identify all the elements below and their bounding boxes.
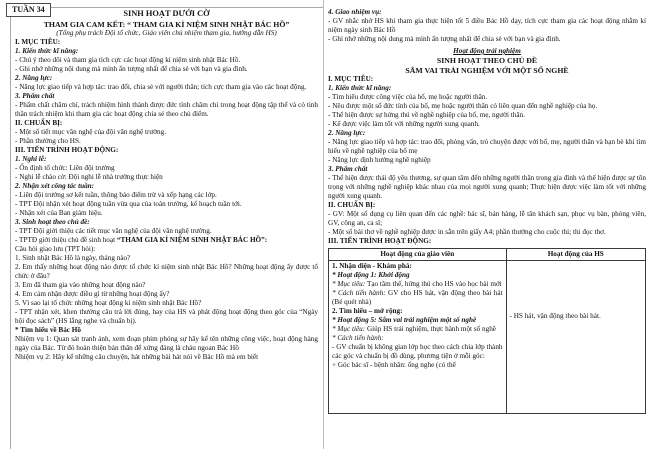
paragraph: - Ổn định tổ chức: Liên đội trưởng [15, 164, 115, 173]
paragraph: - Phần thưởng cho HS. [15, 137, 81, 146]
left-page [15, 9, 318, 362]
paragraph: - Kể được việc làm tốt với những người xung quanh. [328, 120, 480, 129]
paragraph: - Ghi nhớ những nội dung mà mình ấn tượng nhất để chia sẻ với bạn và gia đình. [15, 65, 248, 74]
gv-activities-cell [329, 261, 507, 414]
paragraph: - GV: Một số dụng cụ liên quan đến các nghề: bác sĩ, bán hàng, lễ tân khách sạn, phục vụ bàn, phóng viên, GV, công an, ca sĩ; [328, 210, 646, 228]
paragraph: 3. Phẩm chất [15, 92, 55, 101]
paragraph: Câu hỏi giao lưu (TPT hỏi): [15, 245, 96, 254]
paragraph: - Một số tiết mục văn nghệ của đội văn nghệ trường. [15, 128, 167, 137]
paragraph: Nhiệm vụ 1: Quan sát tranh ảnh, xem đoạn phim phóng sự hãy kể tên những công việc, hoạt động hàng ngày của Bác. Từ đó hoàn thiện bản thân để xứng đáng là cháu ngoan Bác Hồ [15, 335, 318, 353]
paragraph: 2. Nhận xét công tác tuần: [15, 182, 95, 191]
week-label: TUẦN 34 [12, 5, 45, 14]
paragraph: II. CHUẨN BỊ: [15, 119, 63, 128]
table-header-hs: Hoạt động của HS [506, 249, 645, 261]
paragraph: SINH HOẠT THEO CHỦ ĐỀ [436, 56, 538, 65]
paragraph: - TPT Đội nhận xét hoạt động tuần vừa qua của toàn trường, kế hoạch tuần tới. [15, 200, 242, 209]
paragraph: - HS hát, vận động theo bài hát. [509, 312, 601, 321]
paragraph: * Mục tiêu: Tạo tâm thế, hứng thú cho HS vào học bài mới [332, 280, 502, 289]
paragraph: * Tìm hiểu về Bác Hồ [15, 326, 81, 335]
page-border-left [10, 7, 11, 449]
paragraph: SẮM VAI TRẢI NGHIỆM VỚI MỘT SỐ NGHỀ [405, 65, 569, 75]
paragraph: 1. Nghi lễ: [15, 155, 47, 164]
page-border-top [10, 7, 323, 8]
paragraph: (Tổng phụ trách Đội tổ chức, Giáo viên chủ nhiệm tham gia, hướng dẫn HS) [56, 29, 277, 38]
paragraph: III. TIẾN TRÌNH HOẠT ĐỘNG: [15, 146, 119, 155]
table-body-row [329, 261, 646, 414]
paragraph: - TPT Đội giới thiệu các tiết mục văn nghệ của đội văn nghệ trường. [15, 227, 212, 236]
paragraph: 1. Kiến thức kĩ năng: [15, 47, 79, 56]
paragraph: - Thể hiện được sự hứng thú về nghề nghiệp của bố, mẹ, người thân. [328, 111, 525, 120]
paragraph: II. CHUẨN BỊ: [328, 201, 376, 210]
paragraph: - GV chuẩn bị không gian lớp học theo cách chia lớp thành các góc và chuẩn bị đồ dùng, phương tiện ở mỗi góc: [332, 343, 503, 361]
paragraph: 3. Em đã tham gia vào những hoạt động nào? [15, 281, 146, 290]
paragraph: 2. Năng lực: [15, 74, 53, 83]
paragraph: 1. Nhận diện - Khám phá: [332, 262, 412, 271]
activities-table [328, 248, 646, 414]
right-page [328, 8, 646, 414]
paragraph: - TPT nhận xét, khen thưởng câu trả lời đúng, hay của HS và phát động hoạt động theo góc của “Ngày hội đọc sách” (HS lắng nghe và chuẩn bị). [15, 308, 318, 326]
table-header-row [329, 249, 646, 261]
paragraph: - Năng lực giao tiếp và hợp tác: trao đổi, phỏng vấn, trò chuyện được với bố, mẹ, người thân và bạn bè khi tìm hiểu về nghề nghiệp của bố mẹ [328, 138, 646, 156]
paragraph: 3. Sinh hoạt theo chủ đề: [15, 218, 90, 227]
paragraph: * Hoạt động 5: Sắm vai trải nghiệm một số nghề [332, 316, 477, 325]
paragraph: 2. Năng lực: [328, 129, 366, 138]
paragraph: III. TIẾN TRÌNH HOẠT ĐỘNG: [328, 237, 432, 246]
paragraph: - Phẩm chất chăm chỉ, trách nhiệm hình thành được đức tính chăm chỉ trong hoạt động tập thể và có tinh thần trách nhiệm khi tham gia các hoạt động chia sẻ theo chủ điểm. [15, 101, 318, 119]
paragraph: * Cách tiến hành: [332, 334, 384, 343]
week-box [6, 3, 51, 17]
paragraph: 2. Em thấy những hoạt động nào được tổ chức kỉ niệm sinh nhật Bác Hồ? Những hoạt động ấy được tổ chức ở đâu? [15, 263, 318, 281]
paragraph: - Tìm hiểu được công việc của bố, mẹ hoặc người thân. [328, 93, 488, 102]
paragraph: - Nghi lễ chào cờ: Đội nghi lễ nhà trường thực hiện [15, 173, 163, 182]
paragraph: 4. Giao nhiệm vụ: [328, 8, 382, 16]
paragraph: - Nhận xét của Ban giám hiệu. [15, 209, 103, 218]
right-page-text [328, 8, 646, 246]
paragraph: * Mục tiêu: Giúp HS trải nghiệm, thực hành một số nghề [332, 325, 497, 334]
paragraph: I. MỤC TIÊU: [328, 75, 374, 84]
paragraph: 2. Tìm hiểu – mở rộng: [332, 307, 403, 316]
paragraph: * Cách tiến hành: GV cho HS hát, vận động theo bài hát (Bé quét nhà) [332, 289, 503, 307]
paragraph: THAM GIA CAM KẾT: “ THAM GIA KỈ NIỆM SINH NHẬT BÁC HỒ” [43, 19, 290, 29]
paragraph: I. MỤC TIÊU: [15, 38, 61, 47]
paragraph: 4. Em cảm nhận được điều gì từ những hoạt động ấy? [15, 290, 170, 299]
paragraph: * Hoạt động 1: Khởi động [332, 271, 410, 280]
paragraph: - Chú ý theo dõi và tham gia tích cực các hoạt động kỉ niệm sinh nhật Bác Hồ. [15, 56, 241, 65]
paragraph: - Thể hiện được thái độ yêu thương, sự quan tâm đến những người thân trong gia đình và thể hiện được sự tôn trọng với những nghề nghiệp khác nhau của mọi người xung quanh; Thực hiện được việc làm tốt với những người xung quanh. [328, 174, 646, 201]
paragraph: - Nêu được một số đức tính của bố, mẹ hoặc người thân có liên quan đến nghề nghiệp của họ. [328, 102, 598, 111]
paragraph: Hoạt động trải nghiệm [453, 47, 521, 55]
paragraph: - Liên đội trưởng sơ kết tuần, thông báo điểm trừ và xếp hạng các lớp. [15, 191, 217, 200]
paragraph: Nhiệm vụ 2: Hãy kể những câu chuyện, hát những bài hát nói về Bác Hồ mà em biết [15, 353, 259, 362]
paragraph: - Năng lực định hướng nghề nghiệp [328, 156, 431, 165]
paragraph: SINH HOẠT DƯỚI CỜ [123, 9, 210, 18]
paragraph: 1. Sinh nhật Bác Hồ là ngày, tháng nào? [15, 254, 131, 263]
paragraph: 3. Phẩm chất [328, 165, 368, 174]
paragraph: - Ghi nhớ những nội dung mà mình ấn tượng nhất để chia sẻ với bạn và gia đình. [328, 35, 561, 43]
table-header-gv: Hoạt động của giáo viên [329, 249, 507, 261]
hs-activities-cell [506, 261, 645, 414]
paragraph: 1. Kiến thức kĩ năng: [328, 84, 392, 93]
paragraph: + Góc bác sĩ - bệnh nhân: ống nghe (có thể [332, 361, 456, 370]
paragraph: - Một số bài thơ về nghề nghiệp được in sẵn trên giấy A4; phần thưởng cho cuộc thi; thi đọc thơ. [328, 228, 606, 237]
paragraph: - TPTĐ giới thiệu chủ đề sinh hoạt “THAM GIA KỈ NIỆM SINH NHẬT BÁC HỒ”: [15, 236, 268, 245]
paragraph: - Năng lực giao tiếp và hợp tác: trao đổi, chia sẻ với người thân; tích cực tham gia vào các hoạt động. [15, 83, 307, 92]
paragraph: 5. Vì sao lại tổ chức những hoạt động kỉ niệm sinh nhật Bác Hồ? [15, 299, 202, 308]
page-divider [323, 0, 324, 449]
paragraph: - GV nhắc nhở HS khi tham gia thực hiện tốt 5 điều Bác Hồ dạy, tích cực tham gia các hoạt động nhằm kỉ niệm ngày sinh Bác Hồ [328, 17, 646, 34]
